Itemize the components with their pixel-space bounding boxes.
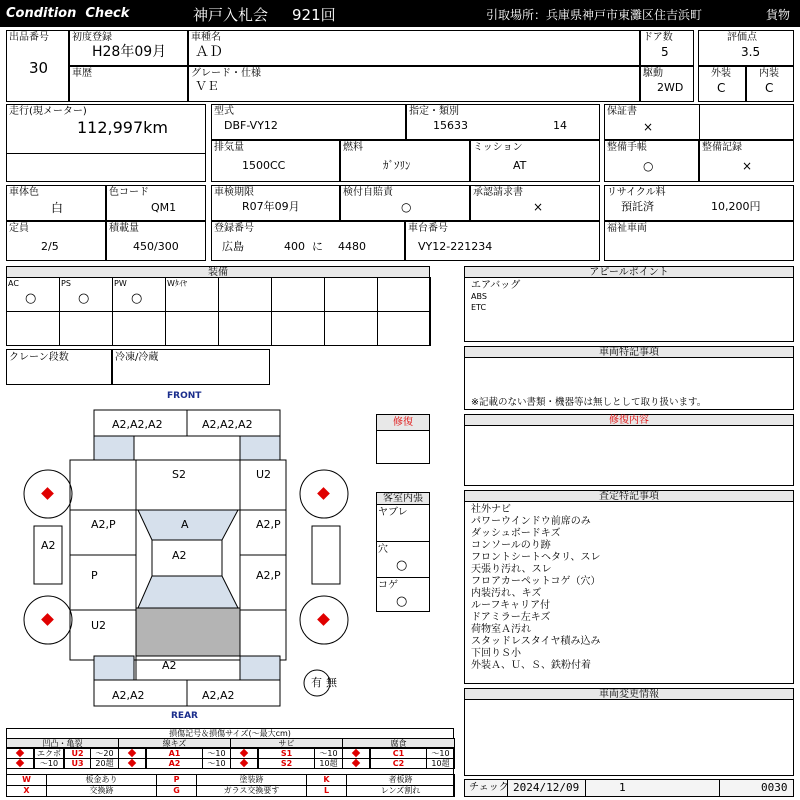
mark-roof: A2 bbox=[172, 549, 187, 562]
assessment-line: コンソールのり跡 bbox=[471, 540, 551, 551]
assessment-line: パワーウインドウ前席のみ bbox=[471, 516, 591, 527]
equipment-mark: ○ bbox=[25, 291, 37, 306]
interior-row bbox=[377, 541, 429, 577]
warranty: × bbox=[643, 120, 654, 134]
plate-kana: に bbox=[312, 240, 323, 253]
recycle-box: リサイクル料 預託済 10,200円 bbox=[604, 185, 794, 221]
drive-box: 駆動 2WD bbox=[640, 66, 694, 102]
body-color: 白 bbox=[51, 201, 64, 215]
legend-diamond-icon bbox=[240, 759, 248, 767]
mark-door-fl: A2,P bbox=[91, 518, 116, 531]
color-code-box: 色コード QM1 bbox=[106, 185, 206, 221]
category: 貨物 bbox=[766, 8, 791, 22]
grade-box: グレード・仕様 ＶＥ bbox=[188, 66, 640, 102]
check-code: 0030 bbox=[761, 781, 788, 794]
legend-diamond-cell bbox=[342, 758, 370, 769]
mark-rear-r: A2,A2 bbox=[202, 689, 235, 702]
insurance-box: 検付自賠責 ○ bbox=[340, 185, 470, 221]
legend-size: 10超 bbox=[426, 758, 455, 769]
car-diagram bbox=[0, 0, 360, 800]
legend-group: 腐食 bbox=[342, 738, 455, 748]
crane-box: クレーン段数 bbox=[6, 349, 112, 385]
legend-size: ～10 bbox=[314, 748, 343, 759]
appeal-line: ETC bbox=[471, 303, 487, 312]
assessment-line: 内装汚れ、キズ bbox=[471, 588, 542, 599]
score: 3.5 bbox=[741, 45, 761, 59]
assessment-title: 査定特記事項 bbox=[465, 491, 793, 502]
plate-area: 広島 bbox=[222, 240, 244, 253]
legend-code-cell: 板金あり bbox=[46, 774, 157, 786]
interior-mark: ○ bbox=[396, 558, 408, 573]
ext-box: 外装 C bbox=[698, 66, 746, 102]
capacity: 2/5 bbox=[41, 240, 59, 253]
legend-code-cell: G bbox=[156, 785, 197, 797]
legend-name: エクボ bbox=[34, 748, 64, 759]
mark-tail: A2 bbox=[162, 659, 177, 672]
spare-none: 無 bbox=[326, 676, 337, 689]
mark-front-left: A2,A2,A2 bbox=[112, 418, 163, 431]
exterior-grade: C bbox=[717, 81, 726, 95]
plate-box: 登録番号 広島 400 に 4480 bbox=[211, 221, 405, 261]
plate-number: 4480 bbox=[338, 240, 366, 253]
assessment-line: スタッドレスタイヤ積み込み bbox=[471, 636, 601, 647]
assessment-line: ダッシュボードキズ bbox=[471, 528, 561, 539]
inspection-expiry: R07年09月 bbox=[242, 200, 300, 213]
check-label: チェック bbox=[469, 782, 509, 793]
special-title: 車両特記事項 bbox=[465, 347, 793, 358]
appeal-line: ABS bbox=[471, 292, 487, 301]
maintenance-manual: ○ bbox=[643, 159, 654, 173]
assessment-line: 下回りＳ小 bbox=[471, 648, 521, 659]
header-title: Condition Check bbox=[6, 6, 130, 21]
repair-box bbox=[376, 414, 430, 464]
legend-group: 線キズ bbox=[118, 738, 231, 748]
equipment-label: AC bbox=[8, 279, 19, 288]
mark-rear-left: U2 bbox=[91, 619, 107, 632]
freezer-box: 冷凍/冷蔵 bbox=[112, 349, 270, 385]
legend-size: 20超 bbox=[90, 758, 119, 769]
plate-class: 400 bbox=[284, 240, 305, 253]
legend-code: A1 bbox=[146, 748, 203, 759]
legend-diamond-icon bbox=[128, 749, 136, 757]
interior-row bbox=[377, 577, 429, 613]
mark-door-fr: A2,P bbox=[256, 518, 281, 531]
legend-code-cell: 塗装跡 bbox=[196, 774, 307, 786]
legend-size: ～20 bbox=[90, 748, 119, 759]
grade: ＶＥ bbox=[195, 79, 220, 93]
legend-code-cell: L bbox=[306, 785, 347, 797]
assessment-line: ルーフキャリア付 bbox=[471, 600, 551, 611]
history-box: 車歴 bbox=[69, 66, 188, 102]
legend-code: S1 bbox=[258, 748, 315, 759]
equipment-cell bbox=[377, 311, 431, 346]
equipment-title: 装備 bbox=[7, 267, 429, 278]
assessment-line: 外装Ａ、Ｕ、Ｓ、鉄粉付着 bbox=[471, 660, 591, 671]
legend-code-cell: X bbox=[6, 785, 47, 797]
auction-name: 神戸入札会 bbox=[193, 6, 269, 24]
fuel: ｶﾞｿﾘﾝ bbox=[383, 159, 411, 172]
lot-box: 出品番号 30 bbox=[6, 30, 69, 102]
equipment-label: PS bbox=[61, 279, 71, 288]
legend-title: 損傷記号＆損傷サイズ(～最大cm) bbox=[169, 729, 291, 738]
class-b: 14 bbox=[553, 119, 567, 132]
legend-diamond-cell bbox=[6, 758, 34, 769]
doors-box: ドア数 5 bbox=[640, 30, 694, 66]
load-capacity: 450/300 bbox=[133, 240, 179, 253]
check-date: 2024/12/09 bbox=[513, 781, 580, 794]
manual-box: 整備手帳 ○ bbox=[604, 140, 699, 182]
pickup-location: 引取場所：兵庫県神戸市東灘区住吉浜町 bbox=[486, 8, 703, 22]
appeal-title: アピールポイント bbox=[465, 267, 793, 278]
vehicle-name: ＡＤ bbox=[195, 44, 223, 60]
interior-label: コゲ bbox=[378, 580, 398, 591]
chassis-box: 車台番号 VY12-221234 bbox=[405, 221, 600, 261]
mark-rear-l: A2,A2 bbox=[112, 689, 145, 702]
legend-group: サビ bbox=[230, 738, 343, 748]
fuel-box: 燃料 ｶﾞｿﾘﾝ bbox=[340, 140, 470, 182]
legend-code: A2 bbox=[146, 758, 203, 769]
legend-diamond-icon bbox=[16, 749, 24, 757]
interior-grade: C bbox=[765, 81, 774, 95]
appeal-line: エアバッグ bbox=[471, 280, 521, 291]
rear-label: REAR bbox=[171, 711, 198, 721]
recycle-fee: 10,200円 bbox=[711, 200, 761, 213]
legend-code-cell: P bbox=[156, 774, 197, 786]
interior-label: 穴 bbox=[378, 544, 388, 555]
assessment-line: 天張り汚れ、スレ bbox=[471, 564, 552, 575]
mileage: 112,997km bbox=[77, 118, 169, 137]
interior-title: 客室内張 bbox=[377, 493, 429, 505]
legend-code-cell: レンズ割れ bbox=[346, 785, 455, 797]
equipment-label: PW bbox=[114, 279, 127, 288]
approval: × bbox=[533, 200, 544, 214]
check-count: 1 bbox=[619, 781, 626, 794]
repair-title: 修復 bbox=[377, 415, 429, 431]
displacement-box: 排気量 1500CC bbox=[211, 140, 340, 182]
legend-code-cell: W bbox=[6, 774, 47, 786]
name-box: 車種名 ＡＤ bbox=[188, 30, 640, 66]
legend-code-cell: 交換跡 bbox=[46, 785, 157, 797]
legend-group: 凹凸・亀裂 bbox=[6, 738, 119, 748]
maintenance-record: × bbox=[742, 159, 753, 173]
equipment-cell bbox=[377, 277, 431, 312]
first-reg-box: 初度登録 H28年09月 bbox=[69, 30, 188, 66]
assessment-line: 荷物室Ａ汚れ bbox=[471, 624, 531, 635]
inspection-box: 車検期限 R07年09月 bbox=[211, 185, 340, 221]
special-panel bbox=[464, 346, 794, 410]
interior-label: ヤブレ bbox=[378, 507, 408, 518]
class-box: 指定・類別 15633 14 bbox=[406, 104, 600, 140]
displacement: 1500CC bbox=[242, 159, 286, 172]
legend-size: 10超 bbox=[314, 758, 343, 769]
interior-box bbox=[376, 492, 430, 612]
mark-door-rr: A2,P bbox=[256, 569, 281, 582]
equipment-mark: ○ bbox=[78, 291, 90, 306]
first-registration: H28年09月 bbox=[92, 44, 167, 60]
legend-code: U3 bbox=[64, 758, 91, 769]
body-color-box: 車体色 白 bbox=[6, 185, 106, 221]
score-box: 評価点 3.5 bbox=[698, 30, 794, 66]
legend-name: ～10 bbox=[34, 758, 64, 769]
lot-number: 30 bbox=[29, 59, 49, 77]
legend-diamond-icon bbox=[128, 759, 136, 767]
drive: 2WD bbox=[657, 81, 684, 94]
model-box: 型式 DBF-VY12 bbox=[211, 104, 406, 140]
record-box: 整備記録 × bbox=[699, 140, 794, 182]
legend-diamond-icon bbox=[240, 749, 248, 757]
legend-code-cell: K bbox=[306, 774, 347, 786]
load-box: 積載量 450/300 bbox=[106, 221, 206, 261]
legend-size: ～10 bbox=[426, 748, 455, 759]
color-code: QM1 bbox=[151, 201, 177, 214]
changes-title: 車両変更情報 bbox=[465, 689, 793, 700]
assessment-panel bbox=[464, 490, 794, 684]
legend-code: C2 bbox=[370, 758, 427, 769]
legend-code-cell: 者板跡 bbox=[346, 774, 455, 786]
appeal-panel bbox=[464, 266, 794, 342]
interior-row bbox=[377, 505, 429, 541]
mark-roof-front: A bbox=[181, 518, 189, 531]
assessment-line: フロントシートヘタリ、スレ bbox=[471, 552, 601, 563]
legend-size: ～10 bbox=[202, 748, 231, 759]
legend-size: ～10 bbox=[202, 758, 231, 769]
class-a: 15633 bbox=[433, 119, 468, 132]
auction-round: 921回 bbox=[292, 6, 336, 24]
mark-hood-right: U2 bbox=[256, 468, 272, 481]
legend-diamond-icon bbox=[352, 759, 360, 767]
legend-diamond-cell bbox=[230, 758, 258, 769]
mark-door-rl: P bbox=[91, 569, 98, 582]
legend-code: C1 bbox=[370, 748, 427, 759]
mission: AT bbox=[513, 159, 527, 172]
insurance: ○ bbox=[401, 200, 412, 214]
assessment-line: フロアカーペットコゲ（穴） bbox=[471, 576, 601, 587]
int-box: 内装 C bbox=[746, 66, 794, 102]
repair-detail-panel bbox=[464, 414, 794, 486]
approval-box: 承認請求書 × bbox=[470, 185, 600, 221]
welfare-box: 福祉車両 bbox=[604, 221, 794, 261]
capacity-box: 定員 2/5 bbox=[6, 221, 106, 261]
mark-front-right: A2,A2,A2 bbox=[202, 418, 253, 431]
mark-hood-center: S2 bbox=[172, 468, 186, 481]
mileage-box: 走行(現メーター) 112,997km bbox=[6, 104, 206, 182]
special-note: ※記載のない書類・機器等は無しとして取り扱います。 bbox=[471, 397, 707, 408]
warranty-box: 保証書 × bbox=[604, 104, 794, 140]
legend-diamond-icon bbox=[16, 759, 24, 767]
front-label: FRONT bbox=[167, 391, 202, 401]
repair-detail-title: 修復内容 bbox=[465, 415, 793, 426]
legend-diamond-icon bbox=[352, 749, 360, 757]
assessment-line: 社外ナビ bbox=[471, 504, 511, 515]
check-row bbox=[464, 779, 794, 797]
legend-code-cell: ガラス交換要す bbox=[196, 785, 307, 797]
equipment-mark: ○ bbox=[131, 291, 143, 306]
equipment-label: Wﾀｲﾔ bbox=[167, 279, 187, 288]
changes-panel bbox=[464, 688, 794, 776]
mark-left-side: A2 bbox=[41, 539, 56, 552]
legend-diamond-cell bbox=[118, 758, 146, 769]
assessment-line: ドアミラー左キズ bbox=[471, 612, 551, 623]
chassis-number: VY12-221234 bbox=[418, 240, 493, 253]
spare-has: 有 bbox=[311, 676, 322, 689]
recycle-status: 預託済 bbox=[621, 200, 654, 213]
model: DBF-VY12 bbox=[224, 119, 278, 132]
mission-box: ミッション AT bbox=[470, 140, 600, 182]
legend-code: S2 bbox=[258, 758, 315, 769]
interior-mark: ○ bbox=[396, 594, 408, 609]
legend-code: U2 bbox=[64, 748, 91, 759]
doors: 5 bbox=[661, 45, 669, 59]
